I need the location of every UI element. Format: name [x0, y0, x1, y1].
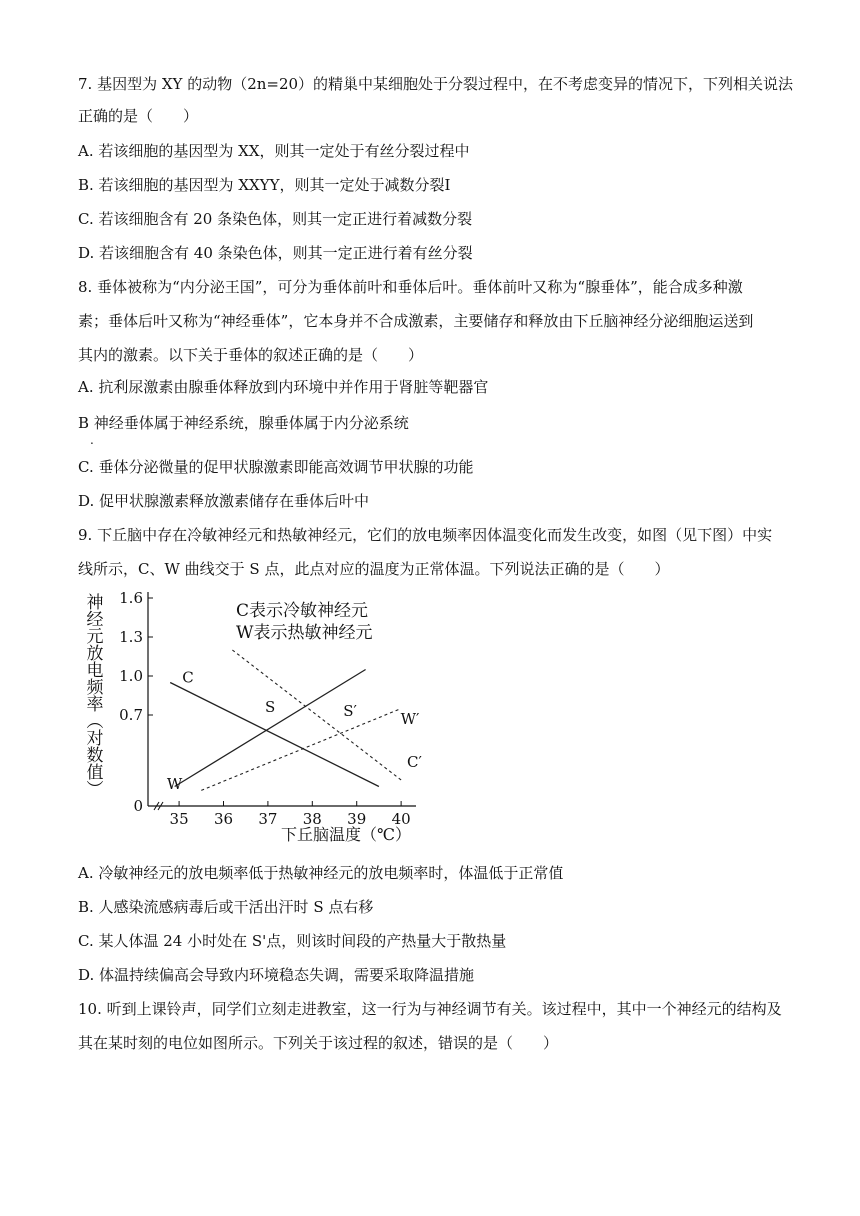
series-line-dashed: [232, 650, 401, 780]
x-tick-label: 38: [302, 810, 322, 828]
y-axis-label-char: ︵: [86, 712, 104, 732]
y-axis-label-char: 经: [86, 610, 104, 630]
neuron-frequency-chart: [78, 586, 438, 848]
intersection-label: S′: [343, 702, 357, 720]
x-axis-label: 下丘脑温度（℃）: [281, 825, 411, 844]
x-tick-label: 36: [213, 810, 234, 828]
q10-stem-line-2: 其在某时刻的电位如图所示。下列关于该过程的叙述，错误的是（ ）: [78, 1034, 559, 1052]
curve-label: C: [182, 668, 194, 687]
y-tick-label: 0.7: [119, 706, 143, 724]
y-axis-label-char: 对: [86, 729, 104, 749]
legend-entry: W表示热敏神经元: [236, 623, 373, 643]
series-line-solid: [175, 670, 366, 787]
q7-option-b: B. 若该细胞的基因型为 XXYY，则其一定处于减数分裂Ⅰ: [78, 176, 451, 194]
y-axis-label-char: 数: [86, 746, 104, 766]
q7-option-d: D. 若该细胞含有 40 条染色体，则其一定正进行着有丝分裂: [78, 244, 473, 262]
legend-entry: C表示冷敏神经元: [236, 601, 369, 621]
y-axis-label-char: 率: [86, 695, 104, 715]
q8-stem-line-3: 其内的激素。以下关于垂体的叙述正确的是（ ）: [78, 346, 424, 364]
x-tick-label: 35: [169, 810, 189, 828]
y-axis-label-char: 频: [86, 678, 104, 698]
curve-label: W′: [400, 710, 420, 729]
q8-stem-line-1: 8. 垂体被称为“内分泌王国”，可分为垂体前叶和垂体后叶。垂体前叶又称为“腺垂体”，能合成多种激: [78, 278, 743, 296]
y-tick-label: 0: [133, 797, 143, 815]
q8-option-d: D. 促甲状腺激素释放激素储存在垂体后叶中: [78, 492, 370, 510]
q7-option-a: A. 若该细胞的基因型为 XX，则其一定处于有丝分裂过程中: [78, 142, 470, 160]
q9-stem-line-2: 线所示，C、W 曲线交于 S 点，此点对应的温度为正常体温。下列说法正确的是（ ）: [78, 560, 670, 578]
curve-label: C′: [406, 753, 422, 771]
y-axis-label-char: 放: [86, 644, 104, 664]
y-axis-label-char: 神: [86, 593, 104, 613]
q7-stem-line-1: 7. 基因型为 XY 的动物（2n=20）的精巢中某细胞处于分裂过程中，在不考虑变异的情况下，下列相关说法: [78, 75, 794, 93]
q8-stem-line-2: 素；垂体后叶又称为“神经垂体”，它本身并不合成激素，主要储存和释放由下丘脑神经分泌细胞运送到: [78, 312, 754, 330]
q9-option-b: B. 人感染流感病毒后或干活出汗时 S 点右移: [78, 898, 374, 916]
q9-option-a: A. 冷敏神经元的放电频率低于热敏神经元的放电频率时，体温低于正常值: [78, 864, 564, 882]
y-tick-label: 1.6: [119, 589, 143, 607]
y-axis-label-char: ︶: [86, 780, 104, 800]
q8-option-b: B 神经垂体属于神经系统，腺垂体属于内分泌系统: [78, 414, 409, 432]
y-tick-label: 1.0: [119, 667, 143, 685]
q8-option-c: C. 垂体分泌微量的促甲状腺激素即能高效调节甲状腺的功能: [78, 458, 474, 476]
y-tick-label: 1.3: [119, 628, 143, 646]
y-axis-label-char: 值: [86, 763, 104, 783]
q7-stem-line-2: 正确的是（ ）: [78, 107, 199, 125]
q9-stem-line-1: 9. 下丘脑中存在冷敏神经元和热敏神经元，它们的放电频率因体温变化而发生改变，如图（见下图）中实: [78, 526, 773, 544]
q9-option-d: D. 体温持续偏高会导致内环境稳态失调，需要采取降温措施: [78, 966, 475, 984]
q8-option-a: A. 抗利尿激素由腺垂体释放到内环境中并作用于肾脏等靶器官: [78, 378, 489, 396]
q9-option-c: C. 某人体温 24 小时处在 S'点，则该时间段的产热量大于散热量: [78, 932, 507, 950]
y-axis-label-char: 元: [86, 627, 104, 647]
y-axis-label-char: 电: [86, 661, 104, 681]
curve-label: W: [166, 775, 183, 794]
x-tick-label: 39: [347, 810, 367, 828]
x-tick-label: 37: [258, 810, 278, 828]
x-tick-label: 40: [391, 810, 411, 828]
intersection-label: S: [264, 698, 276, 717]
q7-option-c: C. 若该细胞含有 20 条染色体，则其一定正进行着减数分裂: [78, 210, 473, 228]
series-line-dashed: [201, 709, 401, 791]
q10-stem-line-1: 10. 听到上课铃声，同学们立刻走进教室，这一行为与神经调节有关。该过程中，其中一个神经元的结构及: [78, 1000, 782, 1018]
q8-option-b-dot: .: [90, 433, 94, 447]
